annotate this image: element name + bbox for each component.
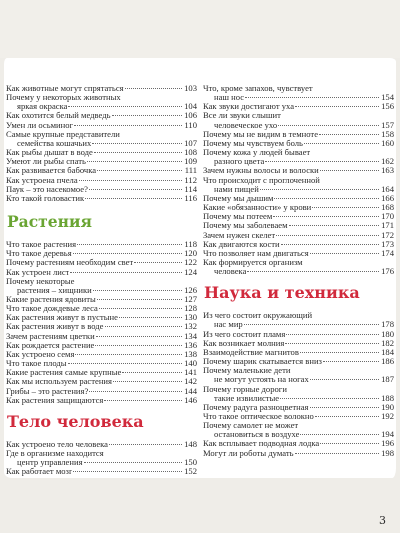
toc-entry-page: 156 — [381, 101, 394, 112]
toc-entry-page: 150 — [184, 457, 197, 468]
section-heading-plants: Растения — [7, 212, 92, 232]
toc-entry-page: 198 — [381, 447, 394, 458]
dot-leader — [245, 97, 379, 98]
toc-entry-page: 186 — [381, 356, 394, 367]
toc-entry-page: 109 — [184, 156, 197, 167]
dot-leader — [281, 244, 379, 245]
toc-entry-page: 107 — [184, 137, 197, 148]
toc-entry — [203, 84, 394, 93]
toc-entry-page: 182 — [381, 337, 394, 348]
dot-leader — [134, 262, 182, 263]
toc-entry-title: Как устроено тело человека — [6, 439, 108, 449]
toc-entry-title: Как развивается бабочка — [6, 166, 97, 176]
toc-entry — [6, 130, 197, 139]
toc-entry-page: 194 — [381, 429, 394, 440]
toc-entry — [6, 377, 197, 386]
toc-entry — [6, 322, 197, 331]
dot-leader — [273, 216, 379, 217]
toc-entry-page: 166 — [381, 192, 394, 203]
toc-entry — [6, 350, 197, 359]
toc-entry — [6, 240, 197, 249]
dot-leader — [295, 453, 379, 454]
toc-entry-page: 196 — [381, 438, 394, 449]
toc-entry-page: 124 — [184, 266, 197, 277]
dot-leader — [274, 198, 379, 199]
toc-entry-page: 141 — [184, 367, 197, 378]
dot-leader — [73, 253, 182, 254]
toc-group-science — [203, 311, 394, 458]
toc-entry — [6, 341, 197, 350]
dot-leader — [95, 345, 182, 346]
toc-entry-page: 170 — [381, 211, 394, 222]
toc-group-human-body — [203, 84, 394, 276]
toc-entry — [203, 157, 394, 166]
toc-entry-title: Самые крупные представители — [6, 128, 120, 139]
toc-entry — [203, 148, 394, 157]
toc-entry — [203, 130, 394, 139]
toc-entry-title: Как работает мозг — [6, 467, 73, 477]
toc-entry-title: Из чего состоит окружающий — [203, 310, 313, 321]
toc-entry-title: Грибы – это растения? — [6, 386, 89, 396]
toc-entry-title: Как двигаются кости — [203, 239, 280, 249]
toc-entry-title: Как растения живут в воде — [6, 322, 104, 332]
toc-entry — [6, 111, 197, 120]
toc-entry-title: Как возникает молния — [203, 338, 285, 348]
toc-entry-page: 136 — [184, 339, 197, 350]
toc-entry — [6, 93, 197, 102]
toc-entry-page: 130 — [184, 312, 197, 323]
toc-entry-page: 148 — [184, 438, 197, 449]
toc-entry-title: остановиться в воздухе — [214, 430, 300, 440]
toc-entry — [203, 430, 394, 439]
toc-entry-title: человеческое ухо — [214, 120, 278, 130]
dot-leader — [122, 372, 182, 373]
toc-entry — [203, 231, 394, 240]
toc-entry-page: 112 — [184, 174, 197, 185]
toc-entry — [6, 449, 197, 458]
dot-leader — [96, 336, 182, 337]
toc-entry-title: Как устроено семя — [6, 349, 75, 359]
toc-entry-title: Что позволяет нам двигаться — [203, 248, 309, 258]
toc-entry-title: семейства кошачьих — [17, 138, 92, 148]
page-number: 3 — [379, 514, 386, 527]
toc-entry-page: 171 — [381, 220, 394, 231]
toc-entry-page: 174 — [381, 247, 394, 258]
toc-entry — [203, 267, 394, 276]
toc-entry-title: Почему мы потеем — [203, 212, 273, 222]
toc-entry-title: Почему мы не видим в темноте — [203, 129, 319, 139]
toc-entry-page: 184 — [381, 346, 394, 357]
toc-entry-title: Почему мы чувствуем боль — [203, 138, 303, 148]
toc-entry — [6, 359, 197, 368]
toc-entry-page: 116 — [184, 192, 197, 203]
toc-entry-title: Как рыбы дышат в воде — [6, 148, 93, 158]
toc-entry-title: Какие растения самые крупные — [6, 368, 122, 378]
toc-entry-title: Почему у некоторых животных — [6, 92, 121, 103]
dot-leader — [289, 225, 379, 226]
toc-entry-title: Как звуки достигают уха — [203, 102, 295, 112]
toc-entry — [203, 320, 394, 329]
toc-entry-title: Почему мы заболеваем — [203, 221, 288, 231]
toc-entry — [6, 467, 197, 476]
toc-entry-page: 114 — [184, 183, 197, 194]
toc-entry-title: Умен ли осьминог — [6, 120, 74, 130]
toc-entry — [6, 286, 197, 295]
dot-leader — [113, 381, 182, 382]
dot-leader — [70, 272, 182, 273]
toc-entry — [6, 387, 197, 396]
toc-entry-title: центр управления — [17, 458, 83, 468]
toc-entry-page: 162 — [381, 156, 394, 167]
toc-entry — [203, 93, 394, 102]
toc-entry — [203, 176, 394, 185]
toc-entry-title: Умеют ли рыбы спать — [6, 157, 86, 167]
toc-entry-title: Все ли звуки слышит — [203, 110, 281, 121]
toc-group-human-body-start — [6, 440, 197, 477]
toc-entry-page: 163 — [381, 165, 394, 176]
toc-entry-page: 108 — [184, 147, 197, 158]
toc-entry-title: Почему кожа у людей бывает — [203, 147, 311, 158]
toc-entry-page: 128 — [184, 303, 197, 314]
dot-leader — [77, 244, 182, 245]
toc-entry — [6, 194, 197, 203]
toc-entry-page: 180 — [381, 328, 394, 339]
toc-entry-title: Как рождается растение — [6, 340, 95, 350]
toc-entry — [203, 258, 394, 267]
toc-entry-title: Почему шарик скатывается вниз — [203, 357, 322, 367]
toc-entry-title: Зачем нужен скелет — [203, 230, 276, 240]
toc-entry — [203, 439, 394, 448]
toc-entry-page: 164 — [381, 183, 394, 194]
dot-leader — [109, 444, 182, 445]
toc-entry-title: Почему маленькие дети — [203, 365, 291, 376]
toc-entry-title: Кто такой головастик — [6, 193, 85, 203]
toc-entry-page: 134 — [184, 330, 197, 341]
toc-entry-page: 172 — [381, 229, 394, 240]
toc-entry-title: растения – хищники — [17, 285, 92, 295]
toc-entry — [203, 185, 394, 194]
dot-leader — [93, 290, 182, 291]
dot-leader — [104, 400, 182, 401]
toc-entry-page: 158 — [381, 128, 394, 139]
toc-entry-page: 127 — [184, 293, 197, 304]
page-top-edge — [0, 0, 400, 58]
toc-entry-title: Почему растениям необходим свет — [6, 258, 134, 268]
toc-entry-title: Что такое деревья — [6, 249, 72, 259]
toc-entry-page: 154 — [381, 92, 394, 103]
toc-entry-title: Зачем растениям цветки — [6, 331, 95, 341]
toc-entry — [6, 249, 197, 258]
toc-entry-title: не могут устоять на ногах — [214, 375, 309, 385]
toc-entry-page: 142 — [184, 376, 197, 387]
toc-entry-title: разного цвета — [214, 157, 265, 167]
toc-entry-title: Что такое дождевые леса — [6, 304, 98, 314]
toc-entry — [203, 449, 394, 458]
dot-leader — [310, 407, 379, 408]
toc-entry-title: нами пищей — [214, 184, 259, 194]
toc-entry — [6, 185, 197, 194]
dot-leader — [92, 143, 182, 144]
toc-entry — [6, 277, 197, 286]
toc-entry-page: 187 — [381, 374, 394, 385]
toc-entry-page: 132 — [184, 321, 197, 332]
toc-entry-title: Что такое плоды — [6, 359, 67, 369]
toc-entry-page: 118 — [184, 239, 197, 250]
dot-leader — [244, 324, 379, 325]
toc-entry-page: 140 — [184, 358, 197, 369]
toc-entry-title: Как животные могут спрятаться — [6, 84, 124, 93]
toc-entry-title: Что происходит с проглоченной — [203, 174, 320, 185]
toc-entry — [203, 194, 394, 203]
dot-leader — [315, 416, 379, 417]
toc-entry-title: Как всплывает подводная лодка — [203, 439, 320, 449]
toc-entry-title: Почему самолет не может — [203, 420, 299, 431]
toc-entry-title: Могут ли роботы думать — [203, 448, 294, 458]
toc-entry-title: Почему некоторые — [6, 275, 75, 286]
dot-leader — [74, 125, 182, 126]
toc-entry — [203, 203, 394, 212]
toc-entry — [203, 240, 394, 249]
dot-leader — [312, 207, 379, 208]
toc-entry-page: 120 — [184, 248, 197, 259]
dot-leader — [319, 134, 379, 135]
toc-entry — [6, 396, 197, 405]
toc-entry — [203, 121, 394, 130]
toc-entry-page: 110 — [184, 119, 197, 130]
toc-entry — [6, 102, 197, 111]
dot-leader — [89, 189, 182, 190]
toc-entry-title: Какие растения ядовиты — [6, 294, 96, 304]
dot-leader — [84, 462, 182, 463]
dot-leader — [68, 363, 182, 364]
toc-entry-page: 190 — [381, 401, 394, 412]
dot-leader — [300, 434, 379, 435]
toc-entry — [6, 295, 197, 304]
dot-leader — [87, 161, 182, 162]
toc-entry — [6, 157, 197, 166]
toc-entry — [203, 403, 394, 412]
dot-leader — [320, 170, 379, 171]
toc-entry — [6, 176, 197, 185]
toc-entry-title: Зачем нужны волосы и волоски — [203, 166, 319, 176]
section-heading-human-body: Тело человека — [7, 411, 144, 431]
toc-entry-page: 160 — [381, 137, 394, 148]
dot-leader — [247, 271, 379, 272]
dot-leader — [79, 180, 182, 181]
toc-entry-title: Где в организме находится — [6, 448, 104, 458]
section-heading-science: Наука и техника — [204, 283, 360, 303]
dot-leader — [286, 334, 379, 335]
dot-leader — [112, 115, 182, 116]
toc-entry — [6, 458, 197, 467]
toc-entry-page: 138 — [184, 348, 197, 359]
toc-entry-page: 146 — [184, 394, 197, 405]
toc-entry — [6, 304, 197, 313]
dot-leader — [75, 354, 182, 355]
toc-entry-page: 188 — [381, 392, 394, 403]
dot-leader — [97, 299, 182, 300]
toc-entry-page: 144 — [184, 385, 197, 396]
toc-entry — [203, 221, 394, 230]
toc-entry-title: Как растения защищаются — [6, 395, 104, 405]
dot-leader — [105, 326, 183, 327]
toc-entry-page: 157 — [381, 119, 394, 130]
toc-entry — [6, 166, 197, 175]
toc-entry-title: такие извилистые — [214, 393, 280, 403]
toc-entry-page: 126 — [184, 284, 197, 295]
toc-entry-title: Что такое растения — [6, 240, 77, 250]
toc-entry — [6, 139, 197, 148]
toc-entry-title: Почему радуга разноцветная — [203, 402, 309, 412]
dot-leader — [310, 379, 379, 380]
toc-entry — [6, 313, 197, 322]
dot-leader — [320, 443, 379, 444]
dot-leader — [89, 391, 182, 392]
dot-leader — [280, 398, 379, 399]
toc-entry-title: Почему горные дороги — [203, 383, 287, 394]
dot-leader — [97, 170, 182, 171]
toc-entry — [203, 394, 394, 403]
toc-entry — [203, 330, 394, 339]
toc-entry-title: Почему мы дышим — [203, 193, 274, 203]
dot-leader — [304, 143, 379, 144]
toc-entry-page: 103 — [184, 83, 197, 93]
toc-entry — [203, 385, 394, 394]
toc-entry — [203, 339, 394, 348]
toc-entry-title: нас мир — [214, 320, 243, 330]
toc-entry-page: 106 — [184, 110, 197, 121]
dot-leader — [285, 343, 379, 344]
toc-entry-title: Из чего состоит пламя — [203, 329, 286, 339]
toc-entry — [203, 348, 394, 357]
toc-entry-title: Взаимодействие магнитов — [203, 347, 299, 357]
toc-entry-title: яркая окраска — [17, 102, 68, 112]
dot-leader — [276, 235, 379, 236]
toc-entry — [6, 148, 197, 157]
toc-entry-page: 173 — [381, 238, 394, 249]
dot-leader — [99, 308, 182, 309]
toc-left-column — [6, 84, 197, 476]
dot-leader — [68, 106, 182, 107]
toc-entry — [203, 311, 394, 320]
toc-entry-page: 122 — [184, 257, 197, 268]
toc-entry — [6, 258, 197, 267]
toc-entry-title: Как формируется организм — [203, 256, 303, 267]
toc-entry-title: человека — [214, 267, 247, 277]
toc-group-plants — [6, 240, 197, 405]
toc-entry-title: Какие «обязанности» у крови — [203, 203, 312, 213]
dot-leader — [278, 125, 379, 126]
toc-right-column — [203, 84, 394, 458]
toc-entry-page: 111 — [184, 165, 197, 176]
toc-entry-title: Что, кроме запахов, чувствует — [203, 83, 313, 93]
toc-entry — [203, 421, 394, 430]
toc-entry-title: Паук – это насекомое? — [6, 184, 88, 194]
toc-entry — [203, 111, 394, 120]
toc-entry-page: 176 — [381, 266, 394, 277]
toc-entry-page: 192 — [381, 411, 394, 421]
dot-leader — [295, 106, 379, 107]
toc-group-animals — [6, 84, 197, 203]
toc-entry-title: Как устроена пчела — [6, 175, 78, 185]
toc-entry-page: 104 — [184, 101, 197, 112]
dot-leader — [94, 152, 182, 153]
dot-leader — [85, 198, 182, 199]
dot-leader — [323, 361, 379, 362]
dot-leader — [73, 471, 182, 472]
toc-entry — [6, 332, 197, 341]
toc-entry-title: Как растения живут в пустыне — [6, 313, 118, 323]
toc-entry-page: 168 — [381, 202, 394, 213]
toc-entry-title: Что такое оптическое волокно — [203, 412, 314, 421]
toc-entry — [6, 368, 197, 377]
dot-leader — [125, 88, 182, 89]
toc-entry — [203, 212, 394, 221]
toc-entry — [203, 366, 394, 375]
dot-leader — [119, 317, 182, 318]
toc-entry-page: 178 — [381, 319, 394, 330]
toc-entry-title: Как охотится белый медведь — [6, 111, 111, 121]
dot-leader — [260, 189, 379, 190]
toc-entry-page: 152 — [184, 466, 197, 477]
toc-entry-title: наш нос — [214, 93, 245, 103]
dot-leader — [265, 161, 379, 162]
dot-leader — [300, 352, 379, 353]
toc-entry-title: Как мы используем растения — [6, 377, 112, 387]
toc-entry-title: Как устроен лист — [6, 267, 70, 277]
dot-leader — [310, 253, 379, 254]
